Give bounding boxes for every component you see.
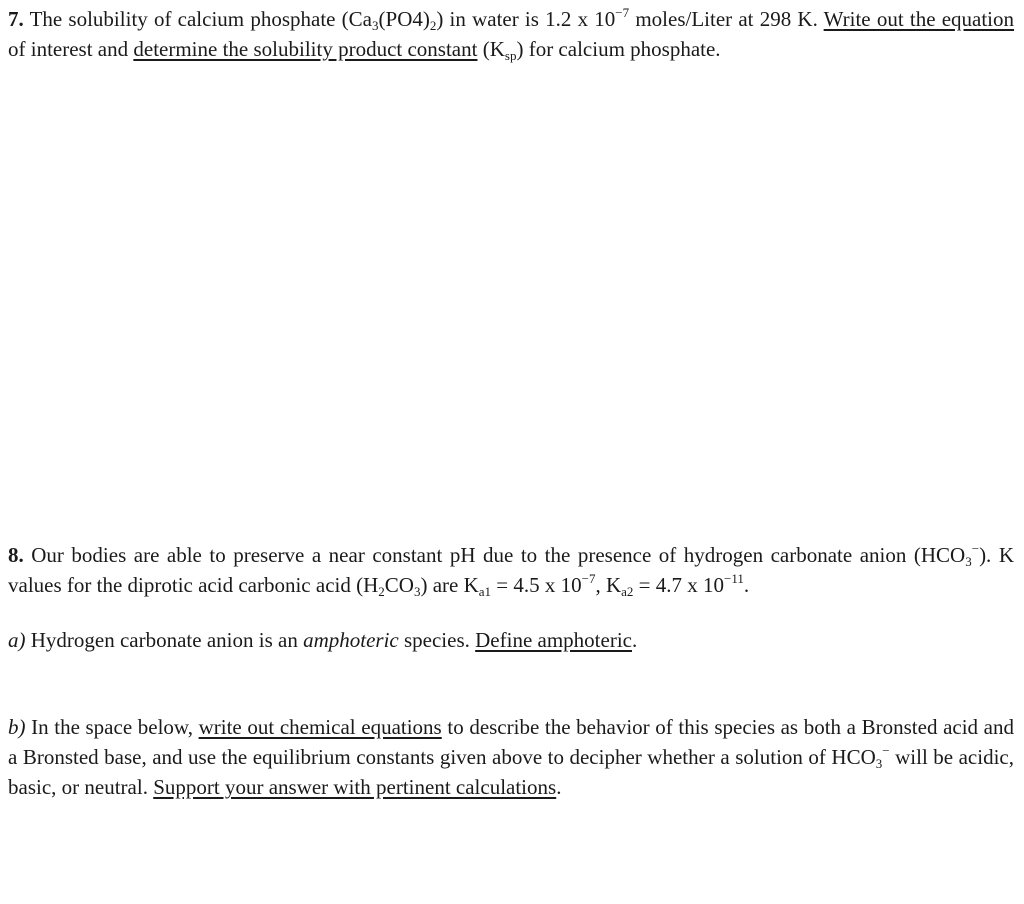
q8-subscript: a1 (478, 584, 492, 599)
q8-subscript: 3 (413, 584, 421, 599)
q8b-subscript: 3 (875, 756, 883, 771)
q7-text: ) for calcium phosphate. (516, 37, 721, 61)
question-8b (8, 712, 1014, 802)
q8-superscript: − (971, 541, 980, 556)
question-8a (8, 625, 1014, 655)
question-7 (8, 4, 1014, 64)
q7-text: moles/Liter at 298 K. (629, 7, 824, 31)
q7-text: of interest and (8, 37, 134, 61)
q8-superscript: −11 (724, 571, 744, 586)
q7-underlined-instruction: determine the solubility product constant (133, 37, 478, 61)
q8b-text: . (556, 775, 562, 799)
q7-text: (PO4) (378, 7, 430, 31)
q8-subscript: a2 (621, 584, 634, 599)
question-8b-label: b) (8, 715, 26, 739)
q8-text: Our bodies are able to preserve a near constant pH due to the presence of hydrogen carbonate anion (HCO (23, 543, 966, 567)
q8-subscript: 3 (965, 554, 972, 569)
question-8a-label: a) (8, 628, 26, 652)
q7-subscript: sp (504, 48, 517, 63)
q8a-text: . (631, 628, 638, 652)
q8a-underlined-instruction: Define amphoteric (475, 628, 632, 652)
q7-underlined-instruction: Write out the equation (823, 7, 1015, 31)
q8-text: ) are K (420, 573, 479, 597)
q8a-text: species. (398, 628, 476, 652)
q8-text: = 4.7 x 10 (633, 573, 725, 597)
q8b-text: In the space below, (25, 715, 199, 739)
q7-subscript: 2 (429, 18, 437, 33)
question-8 (8, 540, 1014, 600)
q7-subscript: 3 (372, 18, 379, 33)
question-8-number: 8. (8, 543, 24, 567)
q7-text: (K (477, 37, 505, 61)
q8b-underlined-instruction: Support your answer with pertinent calculations (153, 775, 557, 799)
q7-text: ) in water is 1.2 x 10 (436, 7, 616, 31)
q8-text: = 4.5 x 10 (491, 573, 582, 597)
q7-superscript: −7 (615, 5, 630, 20)
q8-text: ). K values for the diprotic acid carbonic acid (H (8, 543, 1014, 597)
q8b-superscript: − (882, 743, 890, 758)
q8a-text: Hydrogen carbonate anion is an (25, 628, 304, 652)
q8-text: , K (595, 573, 622, 597)
q8a-emphasis: amphoteric (303, 628, 399, 652)
q8-text: CO (384, 573, 414, 597)
q8b-text: to describe the behavior of this species as both a Bronsted acid and a Bronsted base, and use the equilibrium constants given above to decipher whether a solution of HCO (8, 715, 1014, 769)
q8b-text: will be acidic, basic, or neutral. (8, 745, 1014, 799)
q7-text: The solubility of calcium phosphate (Ca (29, 7, 373, 31)
question-7-number: 7. (8, 7, 24, 31)
q8-subscript: 2 (378, 584, 385, 599)
q8b-underlined-instruction: write out chemical equations (198, 715, 442, 739)
q8-text: . (743, 573, 750, 597)
q8-superscript: −7 (581, 571, 596, 586)
